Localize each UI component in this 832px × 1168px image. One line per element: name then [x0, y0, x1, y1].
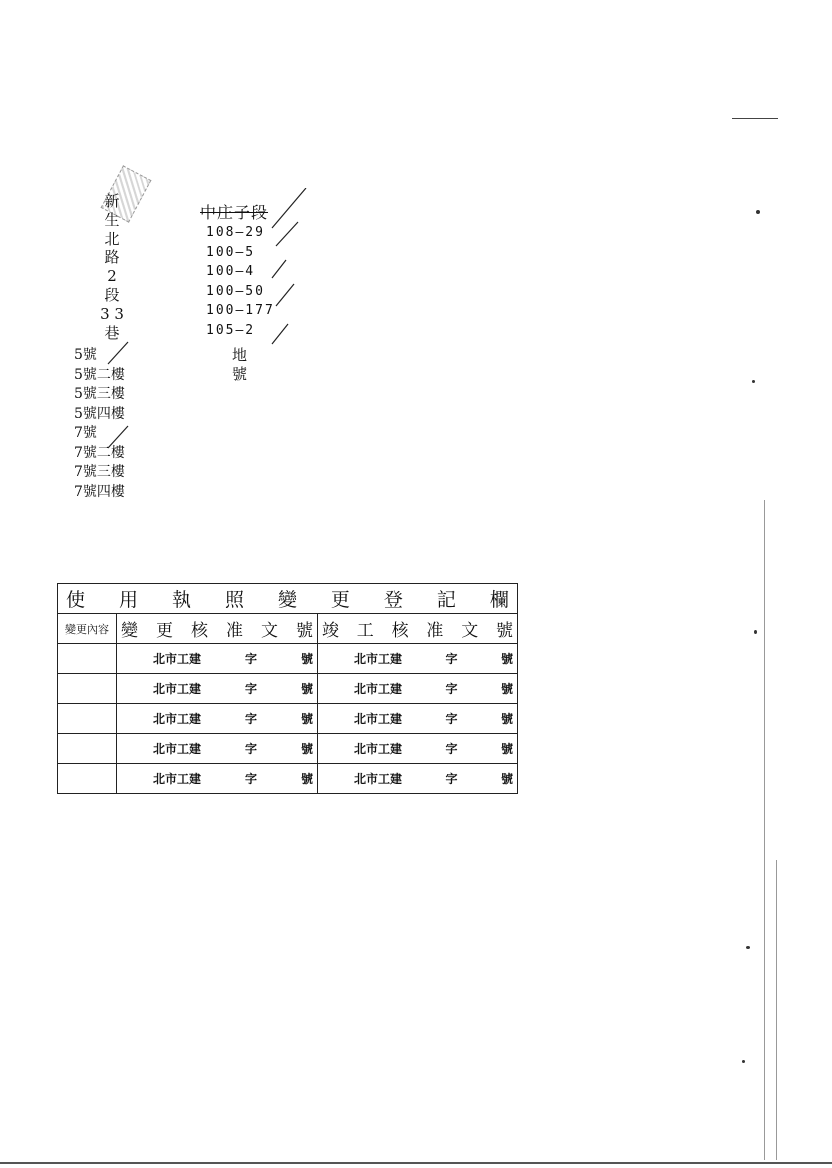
approval-template	[318, 680, 517, 697]
approval-text: 北市工建	[153, 652, 202, 666]
lot-number: 108—29	[206, 225, 265, 240]
approval-template	[117, 650, 317, 667]
col-completion-char: 核	[391, 621, 409, 641]
addr-char: 生	[104, 210, 120, 229]
title-char: 用	[118, 589, 138, 611]
scan-mark	[732, 118, 778, 119]
change-content-cell[interactable]	[58, 704, 117, 734]
approval-text: 號	[500, 682, 513, 696]
approval-text: 字	[244, 682, 257, 696]
scan-speck	[754, 630, 757, 634]
scan-speck	[742, 1060, 745, 1063]
title-char: 執	[171, 589, 191, 611]
lot-number: 100—50	[206, 283, 265, 299]
approval-text: 北市工建	[354, 712, 403, 726]
address-vertical	[82, 192, 142, 342]
lot-number: 100—4	[206, 264, 256, 279]
addr-char: 路	[104, 248, 120, 267]
permit-change-register	[57, 583, 518, 794]
title-char: 登	[383, 589, 403, 611]
col-change-char: 核	[191, 621, 208, 641]
approval-template	[117, 680, 317, 697]
approval-text: 北市工建	[153, 772, 202, 786]
register-row	[58, 704, 518, 734]
register-row	[58, 644, 518, 674]
col-change-char: 更	[156, 621, 173, 641]
scan-edge-line	[764, 500, 765, 1160]
approval-text: 字	[244, 742, 257, 756]
approval-template	[117, 740, 317, 757]
approval-text: 號	[300, 742, 313, 756]
lot-label-char: 號	[232, 365, 248, 383]
approval-text: 字	[244, 772, 257, 786]
lot-label	[232, 346, 247, 384]
lot-label-char: 地	[232, 346, 248, 364]
addr-char: 3 3	[100, 304, 124, 323]
completion-approval-cell[interactable]	[318, 674, 518, 704]
register-row	[58, 674, 518, 704]
title-char: 記	[436, 589, 456, 611]
approval-text: 北市工建	[354, 772, 403, 786]
change-approval-cell[interactable]	[117, 764, 318, 794]
completion-approval-cell[interactable]	[318, 644, 518, 674]
approval-template	[318, 710, 517, 727]
floor-entry: 7號二樓	[74, 444, 125, 461]
completion-approval-cell[interactable]	[318, 734, 518, 764]
lot-check-marks	[268, 188, 318, 348]
addr-char: 北	[104, 229, 120, 248]
approval-template	[117, 770, 317, 787]
floor-entry: 5號二樓	[74, 366, 125, 383]
col-completion-char: 工	[356, 621, 374, 641]
approval-text: 字	[445, 712, 458, 726]
approval-text: 字	[445, 742, 458, 756]
floor-entry: 5號	[74, 347, 97, 363]
register-title	[58, 584, 518, 614]
approval-text: 字	[445, 652, 458, 666]
parcel-block	[200, 200, 275, 340]
change-approval-cell[interactable]	[117, 734, 318, 764]
approval-text: 號	[500, 652, 513, 666]
approval-text: 字	[445, 682, 458, 696]
approval-text: 號	[300, 682, 313, 696]
register-rows	[58, 644, 518, 794]
approval-template	[117, 710, 317, 727]
scan-speck	[752, 380, 755, 383]
approval-text: 北市工建	[153, 712, 202, 726]
floor-entry: 7號	[74, 425, 97, 441]
approval-template	[318, 770, 517, 787]
change-approval-cell[interactable]	[117, 704, 318, 734]
title-char: 更	[330, 589, 350, 611]
floor-entry: 7號四樓	[74, 483, 125, 500]
approval-text: 號	[300, 652, 313, 666]
col-change-char: 號	[296, 621, 313, 641]
register-row	[58, 734, 518, 764]
lot-number: 100—177	[206, 303, 275, 318]
approval-text: 號	[500, 742, 513, 756]
approval-template	[318, 650, 517, 667]
col-change-char: 准	[226, 621, 243, 641]
col-completion-char: 竣	[322, 621, 339, 641]
title-char: 欄	[489, 589, 509, 611]
approval-text: 北市工建	[153, 682, 202, 696]
floor-entry: 5號三樓	[74, 386, 125, 402]
scan-speck	[746, 946, 750, 949]
col-change-char: 文	[261, 621, 278, 641]
addr-char: 巷	[104, 323, 120, 342]
change-content-cell[interactable]	[58, 734, 117, 764]
col-change-char: 變	[121, 621, 138, 641]
title-char: 變	[277, 589, 297, 611]
approval-template	[318, 740, 517, 757]
col-completion-header	[318, 614, 518, 644]
scan-edge-line	[776, 860, 777, 1160]
approval-text: 北市工建	[354, 682, 403, 696]
completion-approval-cell[interactable]	[318, 764, 518, 794]
addr-char: 2	[107, 267, 117, 286]
approval-text: 號	[300, 712, 313, 726]
approval-text: 字	[244, 652, 257, 666]
addr-char: 新	[104, 192, 120, 210]
scan-bottom-edge	[0, 1162, 832, 1164]
check-marks	[100, 340, 140, 460]
approval-text: 字	[445, 772, 458, 786]
lot-number: 105—2	[206, 322, 256, 338]
approval-text: 北市工建	[153, 742, 202, 756]
approval-text: 北市工建	[354, 742, 403, 756]
scan-speck	[756, 210, 760, 214]
floor-entry: 5號四樓	[74, 405, 125, 422]
lot-number: 100—5	[206, 244, 256, 260]
change-approval-cell[interactable]	[117, 644, 318, 674]
col-change-header	[117, 614, 318, 644]
col-content-header: 變更內容	[58, 614, 117, 644]
change-content-cell[interactable]	[58, 674, 117, 704]
title-char: 照	[224, 589, 244, 611]
addr-char: 段	[104, 285, 120, 304]
title-char: 使	[66, 589, 86, 611]
approval-text: 字	[244, 712, 257, 726]
approval-text: 號	[500, 772, 513, 786]
change-content-cell[interactable]	[58, 764, 117, 794]
col-completion-char: 准	[426, 621, 444, 641]
approval-text: 號	[500, 712, 513, 726]
col-completion-char: 文	[461, 621, 479, 641]
section-name: 中庄子段	[200, 203, 269, 222]
completion-approval-cell[interactable]	[318, 704, 518, 734]
floor-entry: 7號三樓	[74, 464, 125, 480]
col-completion-char: 號	[495, 621, 513, 641]
approval-text: 號	[300, 772, 313, 786]
approval-text: 北市工建	[354, 652, 403, 666]
change-approval-cell[interactable]	[117, 674, 318, 704]
register-row	[58, 764, 518, 794]
change-content-cell[interactable]	[58, 644, 117, 674]
